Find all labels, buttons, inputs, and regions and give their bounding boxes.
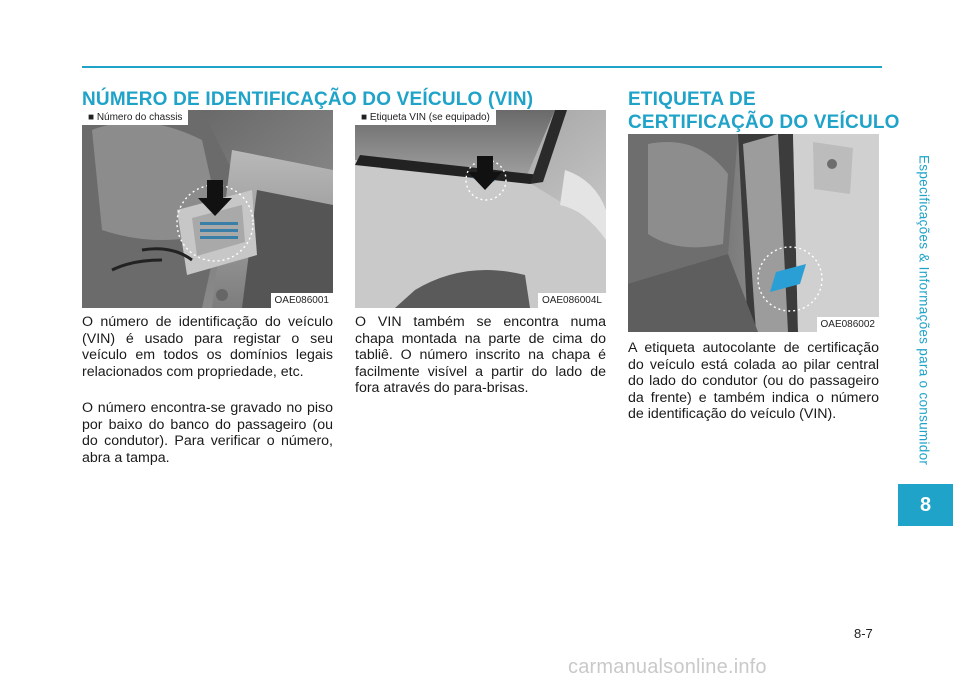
vin-paragraph-2: O número encontra-se gravado no piso por baixo do banco do passageiro (ou do condutor). Para verificar o número, abra a tampa. — [82, 400, 333, 466]
certification-title-line1: ETIQUETA DE — [628, 89, 756, 110]
sidebar-section-label: Especificações & Informações para o consumidor — [916, 154, 932, 466]
vin-floor-illustration — [82, 110, 333, 308]
figure-vin-floor-code: OAE086001 — [271, 293, 334, 308]
figure-certification-code: OAE086002 — [817, 317, 880, 332]
chapter-number-tab[interactable]: 8 — [898, 484, 953, 526]
vin-section-title: NÚMERO DE IDENTIFICAÇÃO DO VEÍCULO (VIN) — [82, 89, 534, 110]
watermark: carmanualsonline.info — [568, 656, 767, 678]
page-number: 8-7 — [854, 626, 873, 641]
certification-label-illustration — [628, 134, 879, 332]
vin-plate-illustration — [355, 110, 606, 308]
figure-vin-plate-caption: ■ Etiqueta VIN (se equipado) — [355, 110, 496, 125]
header-rule — [82, 66, 882, 68]
figure-certification-label — [628, 134, 879, 332]
certification-title-line2: CERTIFICAÇÃO DO VEÍCULO — [628, 112, 900, 133]
figure-vin-plate — [355, 110, 606, 308]
certification-paragraph: A etiqueta autocolante de certificação do veículo está colada ao pilar central do lado do condutor (ou do passageiro da frente) e também indica o número de identificação do veículo (VIN). — [628, 340, 879, 422]
figure-vin-plate-code: OAE086004L — [538, 293, 606, 308]
figure-vin-floor — [82, 110, 333, 308]
vin-paragraph-3: O VIN também se encontra numa chapa montada na parte de cima do tabliê. O número inscrito na chapa é facilmente visível a partir do lado de fora através do para-brisas. — [355, 314, 606, 396]
figure-vin-floor-caption: ■ Número do chassis — [82, 110, 188, 125]
vin-paragraph-1: O número de identificação do veículo (VIN) é usado para registar o seu veículo em todos os domínios legais relacionados com propriedade, etc. — [82, 314, 333, 380]
